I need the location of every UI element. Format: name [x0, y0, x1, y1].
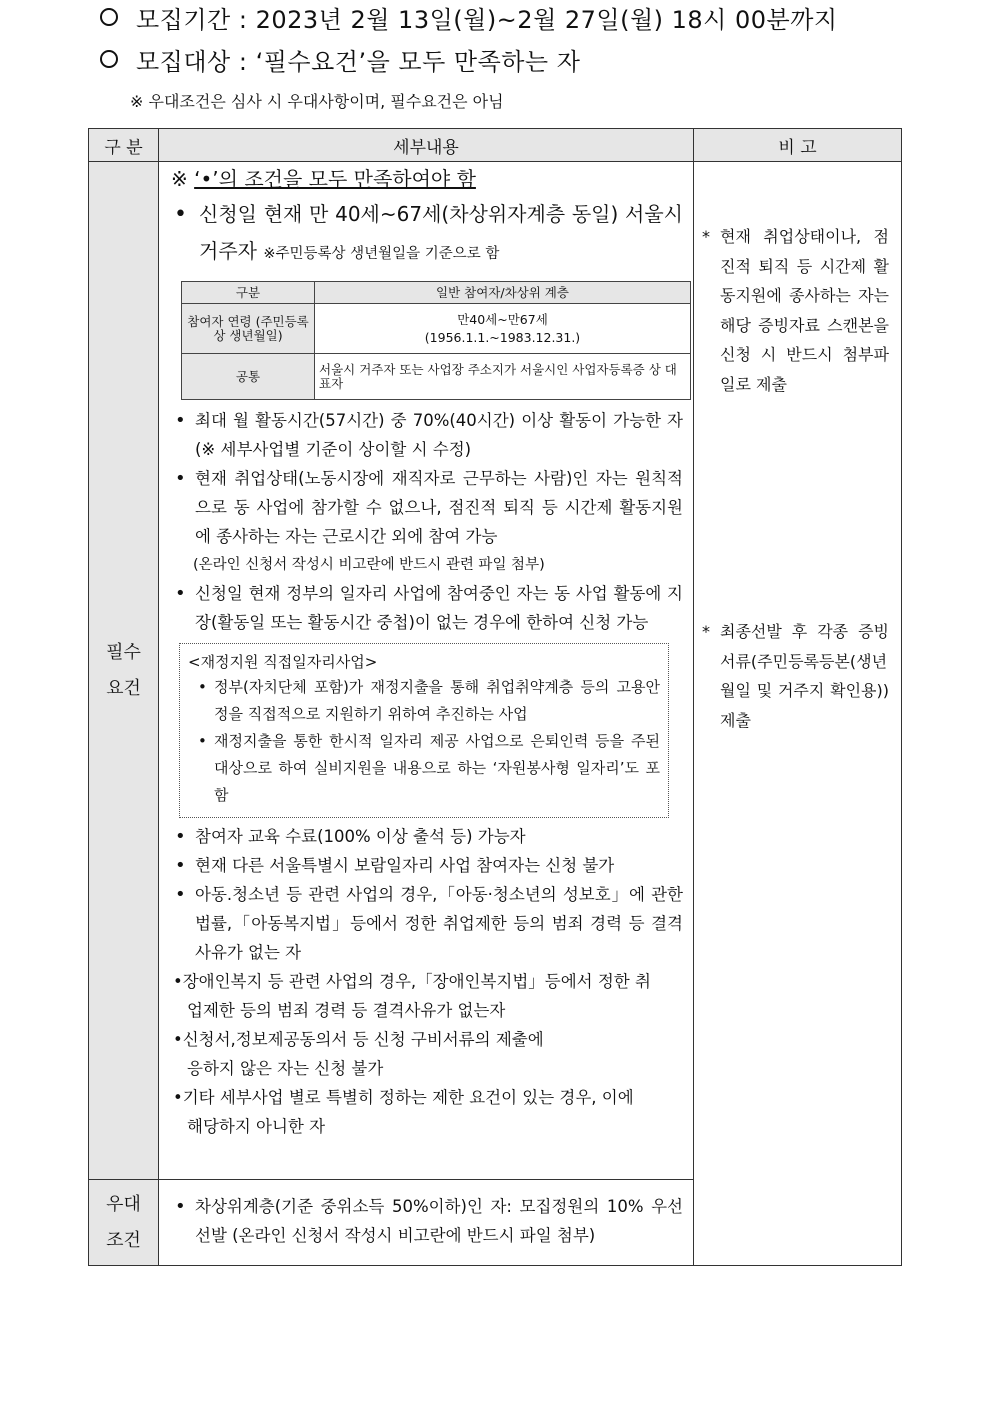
category-preferred-line2: 조건	[106, 1229, 141, 1251]
required-details	[159, 162, 694, 1180]
bullet-education: • 참여자 교육 수료(100% 이상 출석 등) 가능자	[171, 822, 683, 851]
age-dates: (1956.1.1.~1983.12.31.)	[424, 329, 581, 345]
header-category: 구 분	[89, 129, 159, 162]
age-table-h1: 구분	[182, 282, 315, 304]
bullet-other-boram: • 현재 다른 서울특별시 보람일자리 사업 참여자는 신청 불가	[171, 851, 683, 880]
bullet-activity-hours: • 최대 월 활동시간(57시간) 중 70%(40시간) 이상 활동이 가능한 자(※ 세부사업별 기준이 상이할 시 수정)	[171, 406, 683, 464]
remarks-cell	[694, 162, 902, 1266]
requirements-table	[88, 128, 902, 1266]
age-table-r1c1: 참여자 연령 (주민등록상 생년월일)	[182, 304, 315, 354]
fiscal-jobs-item: • 재정지출을 통한 한시적 일자리 제공 사업으로 은퇴인력 등을 주된 대상으로 하여 실비지원을 내용으로 하는 ‘자원봉사형 일자리’도 포함	[188, 728, 660, 809]
fiscal-jobs-title: <재정지원 직접일자리사업>	[188, 653, 378, 671]
fiscal-jobs-box	[179, 643, 669, 818]
recruit-target-text: 모집대상 : ‘필수요건’을 모두 만족하는 자	[136, 48, 581, 76]
remark-final-documents: * 최종선발 후 각종 증빙서류(주민등록등본(생년월일 및 거주지 확인용))제출	[700, 617, 889, 735]
item-disability-line1: •장애인복지 등 관련 사업의 경우,「장애인복지법」등에서 정한 취	[173, 972, 651, 991]
age-range: 만40세~만67세	[457, 311, 548, 327]
item-disability-line2: 업제한 등의 범죄 경력 등 결격사유가 없는자	[187, 1001, 506, 1020]
recruit-period	[100, 0, 838, 35]
age-table-h2: 일반 참여자/차상위 계층	[315, 282, 691, 304]
category-preferred-line1: 우대	[106, 1193, 141, 1215]
star-text: ‘•’의 조건을 모두 만족하여야 함	[194, 167, 476, 191]
category-required-line2: 요건	[106, 677, 141, 699]
age-table-r2c2: 서울시 거주자 또는 사업장 주소지가 서울시인 사업자등록증 상 대표자	[315, 354, 691, 400]
age-table	[181, 281, 691, 400]
age-table-r2c1: 공통	[182, 354, 315, 400]
bullet-gov-jobs: • 신청일 현재 정부의 일자리 사업에 참여중인 자는 동 사업 활동에 지장(활동일 또는 활동시간 중첩)이 없는 경우에 한하여 신청 가능	[171, 579, 683, 637]
bullet-age-text: 신청일 현재 만 40세~67세(차상위자계층 동일) 서울시 거주자	[199, 202, 683, 263]
fiscal-jobs-item: • 정부(자치단체 포함)가 재정지출을 통해 취업취약계층 등의 고용안정을 직접적으로 지원하기 위하여 추진하는 사업	[188, 674, 660, 728]
item-documents-line1: •신청서,정보제공동의서 등 신청 구비서류의 제출에	[173, 1030, 544, 1049]
header-details: 세부내용	[159, 129, 694, 162]
employment-attachment-note: (온라인 신청서 작성시 비고란에 반드시 관련 파일 첨부)	[193, 557, 545, 573]
circle-bullet-icon	[100, 8, 118, 26]
item-documents-line2: 응하지 않은 자는 신청 불가	[187, 1059, 384, 1078]
item-documents	[171, 1025, 683, 1083]
star-prefix: ※	[171, 167, 195, 191]
category-required-line1: 필수	[106, 641, 141, 663]
bullet-child-youth: • 아동.청소년 등 관련 사업의 경우,「아동·청소년의 성보호」에 관한 법률,「아동복지법」등에서 정한 취업제한 등의 범죄 경력 등 결격사유가 없는 자	[171, 880, 683, 967]
category-preferred	[89, 1180, 159, 1266]
all-conditions-note	[171, 163, 683, 192]
preference-note: ※ 우대조건은 심사 시 우대사항이며, 필수요건은 아님	[130, 92, 504, 111]
age-table-r1c2	[315, 304, 691, 354]
bullet-near-poverty: • 차상위계층(기준 중위소득 50%이하)인 자: 모집정원의 10% 우선 선발 (온라인 신청서 작성시 비고란에 반드시 파일 첨부)	[171, 1192, 683, 1250]
bullet-age-note: ※주민등록상 생년월일을 기준으로 함	[263, 246, 500, 262]
item-other-line1: •기타 세부사업 별로 특별히 정하는 제한 요건이 있는 경우, 이에	[173, 1088, 634, 1107]
item-other-restrictions	[171, 1083, 683, 1141]
preferred-details	[159, 1180, 694, 1266]
item-disability	[171, 967, 683, 1025]
circle-bullet-icon	[100, 50, 118, 68]
recruit-target	[100, 42, 580, 77]
bullet-employment: • 현재 취업상태(노동시장에 재직자로 근무하는 사람)인 자는 원칙적으로 동 사업에 참가할 수 없으나, 점진적 퇴직 등 시간제 활동지원에 종사하는 자는 근로시간 외에 참여 가능	[171, 464, 683, 551]
remark-employment: * 현재 취업상태이나, 점진적 퇴직 등 시간제 활동지원에 종사하는 자는 해당 증빙자료 스캔본을 신청 시 반드시 첨부파일로 제출	[700, 222, 889, 399]
bullet-age	[171, 196, 683, 273]
recruit-period-text: 모집기간 : 2023년 2월 13일(월)~2월 27일(월) 18시 00분까지	[136, 6, 838, 34]
item-other-line2: 해당하지 아니한 자	[187, 1117, 326, 1136]
header-remarks: 비 고	[694, 129, 902, 162]
category-required	[89, 162, 159, 1180]
